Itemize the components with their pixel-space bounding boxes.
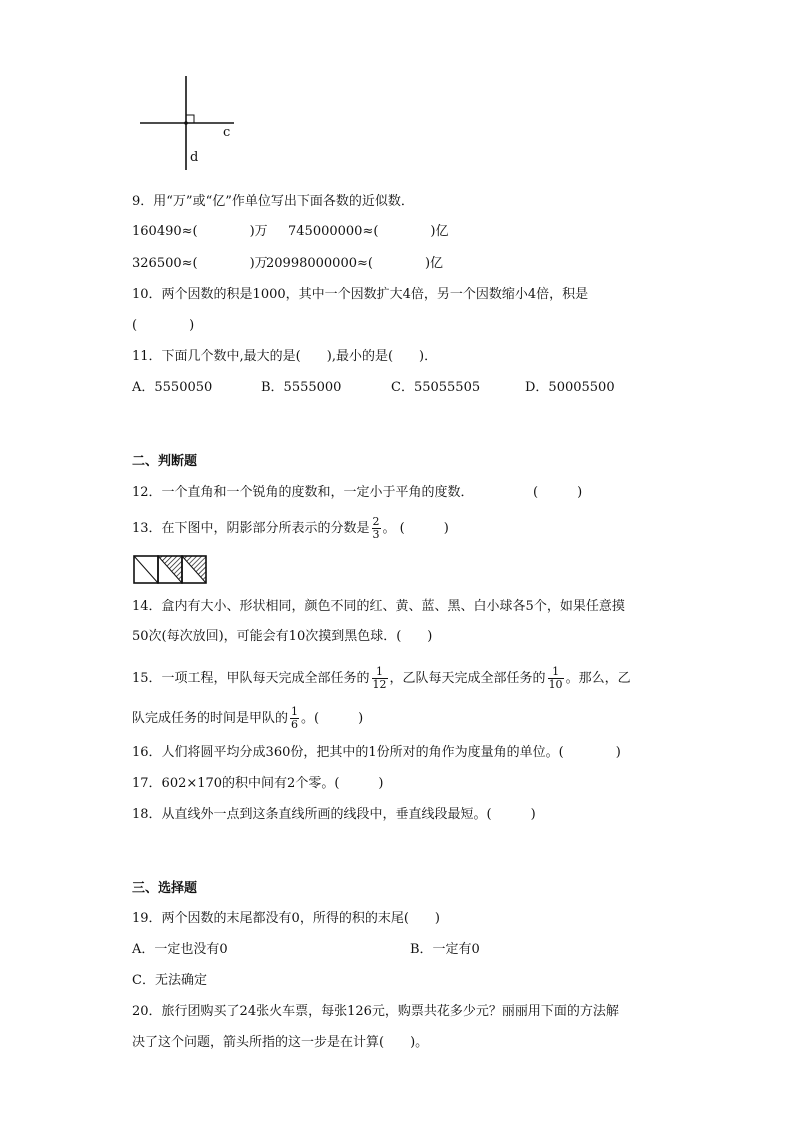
q10-answer-blank: ( )	[132, 318, 195, 333]
shaded-squares-figure	[133, 555, 209, 585]
question-10: 10．两个因数的积是1000，其中一个因数扩大4倍，另一个因数缩小4倍，积是	[132, 287, 589, 302]
question-17: 17．602×170的积中间有2个零。( )	[132, 776, 384, 791]
q11-option-d: D．50005500	[525, 380, 615, 395]
q13-tail: 。 ( )	[382, 521, 449, 536]
q11-option-a: A．5550050	[132, 380, 213, 395]
question-16: 16．人们将圆平均分成360份，把其中的1份所对的角作为度量角的单位。( )	[132, 745, 621, 760]
question-12: 12．一个直角和一个锐角的度数和，一定小于平角的度数．	[132, 485, 474, 500]
question-14-line-2: 50次(每次放回)，可能会有10次摸到黑色球．( )	[132, 629, 433, 644]
question-20-line-2: 决了这个问题，箭头所指的这一步是在计算( )。	[132, 1035, 429, 1050]
section-2-title: 二、判断题	[132, 454, 198, 469]
q13-stem: 13．在下图中，阴影部分所表示的分数是	[132, 521, 370, 536]
q9-answer-3: 326500≈( )万	[132, 256, 268, 271]
q9-answer-4: 20998000000≈( )亿	[266, 256, 444, 271]
question-20-line-1: 20．旅行团购买了24张火车票，每张126元，购票共花多少元？丽丽用下面的方法解	[132, 1004, 619, 1019]
q15-fraction-3: $\frac{1}{6}$	[291, 705, 299, 731]
question-19: 19．两个因数的末尾都没有0，所得的积的末尾( )	[132, 911, 440, 926]
q9-answer-1: 160490≈( )万	[132, 224, 268, 239]
q9-answer-2: 745000000≈( )亿	[288, 224, 449, 239]
q11-option-b: B．5555000	[261, 380, 342, 395]
question-9: 9．用“万”或“亿”作单位写出下面各数的近似数．	[132, 194, 414, 209]
question-14-line-1: 14．盒内有大小、形状相同，颜色不同的红、黄、蓝、黑、白小球各5个，如果任意摸	[132, 599, 625, 614]
question-11: 11．下面几个数中,最大的是( ),最小的是( )．	[132, 349, 438, 364]
q13-fraction: $\frac{2}{3}$	[372, 515, 380, 541]
q19-option-b: B．一定有0	[410, 942, 480, 957]
q15-fraction-1: $\frac{1}{12}$	[372, 665, 387, 691]
q12-answer-blank: ( )	[533, 485, 583, 500]
q19-option-a: A．一定也没有0	[132, 942, 228, 957]
q15-fraction-2: $\frac{1}{10}$	[548, 665, 563, 691]
question-15-line-2: 队完成任务的时间是甲队的 $\frac{1}{6}$ 。( )	[132, 705, 364, 731]
line-d-label: d	[190, 150, 199, 165]
question-15-line-1: 15．一项工程，甲队每天完成全部任务的 $\frac{1}{12}$ ，乙队每天完成全部任务的 $\frac{1}{10}$ 。那么，乙	[132, 665, 631, 691]
section-3-title: 三、选择题	[132, 881, 198, 896]
question-13	[132, 516, 449, 541]
question-18: 18．从直线外一点到这条直线所画的线段中，垂直线段最短。( )	[132, 807, 536, 822]
line-c-label: c	[223, 125, 231, 140]
q19-option-c: C．无法确定	[132, 973, 207, 988]
q11-option-c: C．55055505	[391, 380, 481, 395]
